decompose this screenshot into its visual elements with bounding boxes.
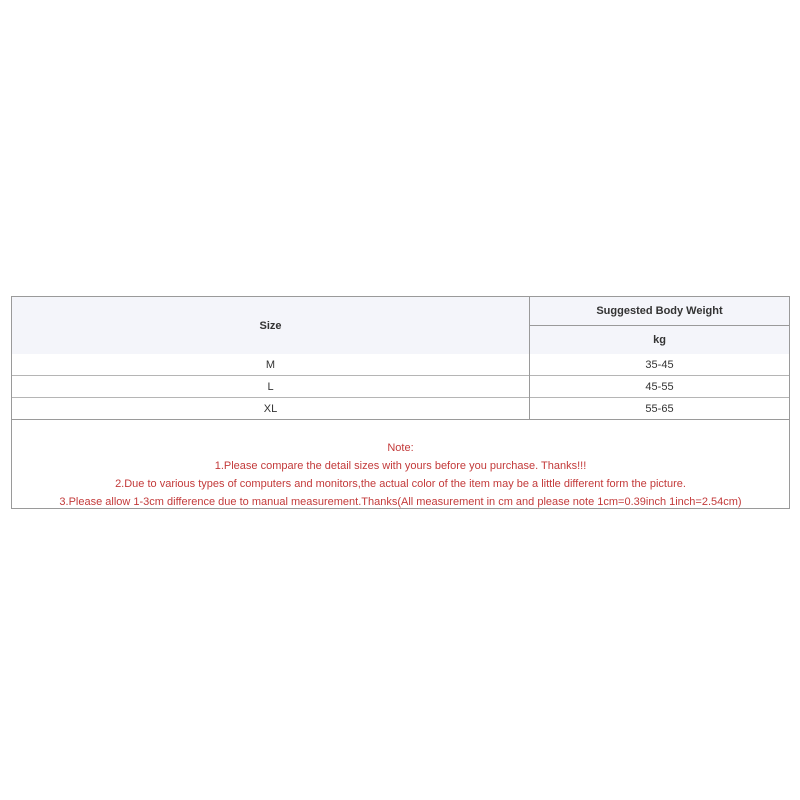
size-table [12, 297, 789, 420]
size-cell: XL [12, 398, 530, 420]
size-cell: L [12, 376, 530, 398]
size-chart [11, 296, 790, 509]
size-column-header: Size [12, 297, 530, 354]
table-row [12, 376, 789, 398]
note-line: 1.Please compare the detail sizes with yours before you purchase. Thanks!!! [214, 460, 587, 472]
note-line: 3.Please allow 1-3cm difference due to manual measurement.Thanks(All measurement in cm and please note 1cm=0.39inch 1inch=2.54cm) [59, 496, 742, 508]
weight-column-header: Suggested Body Weight [530, 297, 790, 326]
weight-cell: 55-65 [530, 398, 790, 420]
table-header-row [12, 297, 789, 326]
size-cell: M [12, 354, 530, 376]
notes-section [12, 420, 789, 511]
table-row [12, 398, 789, 420]
weight-cell: 45-55 [530, 376, 790, 398]
table-row [12, 354, 789, 376]
weight-cell: 35-45 [645, 358, 674, 371]
unit-header: kg [530, 326, 790, 355]
notes-title: Note: [387, 442, 414, 454]
note-line: 2.Due to various types of computers and monitors,the actual color of the item may be a little different form the picture. [115, 478, 686, 490]
